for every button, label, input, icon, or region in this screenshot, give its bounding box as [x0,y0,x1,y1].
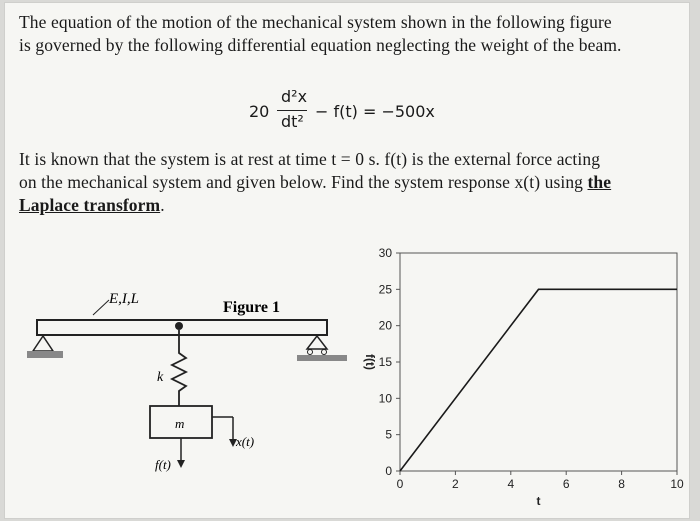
emphasis-the: the [587,172,612,192]
x-tick-label: 10 [670,477,684,491]
eq-numerator: d²x [281,87,308,106]
disp-label: x(t) [236,434,255,449]
beam-label: E,I,L [109,291,139,307]
y-tick-label: 20 [378,318,392,333]
intro-line-2: is governed by the following differential equation neglecting the weight of the beam. [19,35,622,55]
force-chart [5,3,689,518]
x-tick-label: 2 [452,477,459,491]
y-tick-label: 10 [378,391,392,406]
y-tick-label: 0 [385,464,392,478]
figure-title: Figure 1 [223,299,281,316]
eq-denominator: dt² [281,112,304,131]
x-tick-label: 8 [618,477,625,491]
x-tick-label: 6 [562,477,570,491]
y-axis-label: f(t) [363,354,377,370]
eq-rest: − f(t) = −500x [315,102,435,121]
body-line-1: It is known that the system is at rest at time t = 0 s. f(t) is the external force acting [19,149,601,169]
series-line [400,289,677,471]
emphasis-laplace: Laplace transform [19,195,161,215]
y-tick-label: 25 [378,282,392,297]
mass-label: m [175,416,185,431]
x-tick-label: 4 [507,477,515,491]
x-axis-label: t [536,494,541,508]
y-tick-label: 15 [378,355,392,369]
spring-label: k [157,370,164,385]
y-tick-label: 5 [385,427,392,442]
eq-coefficient: 20 [249,102,270,121]
plot-frame [400,253,677,471]
body-line-2-text: on the mechanical system and given below. Find the system response x(t) using [19,172,588,192]
force-label: f(t) [155,457,171,472]
page [4,2,690,519]
y-tick-label: 30 [378,246,392,260]
intro-line-1: The equation of the motion of the mechanical system shown in the following figure [19,12,612,32]
x-tick-label: 0 [396,477,404,491]
period: . [160,195,165,215]
